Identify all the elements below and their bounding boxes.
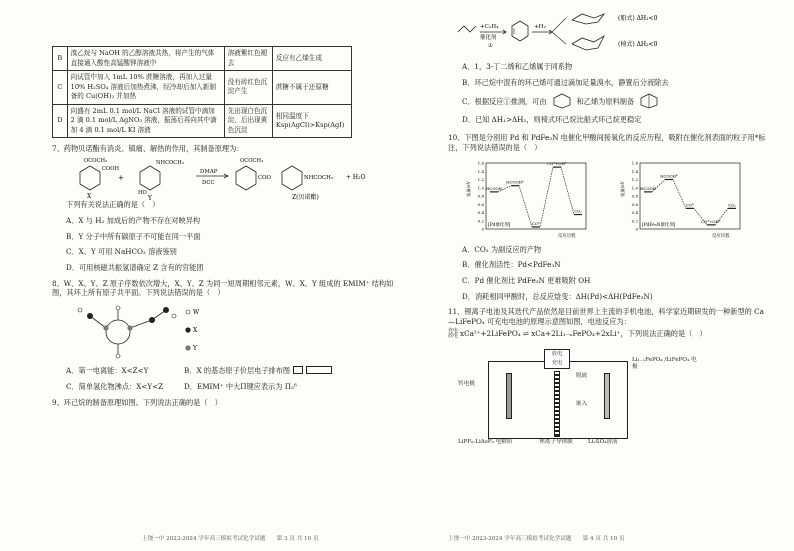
x-group-label: OCOCH₃ [84, 158, 108, 165]
y-tick-label: 0.2 [477, 217, 484, 223]
legend-w: W [193, 309, 200, 317]
operation-cell: 向试管中加入 1mL 10% 蔗糖溶液，再加入过量 10% H₂SO₄ 溶液后加热煮沸，经冷却后加入新制备的 Cu(OH)₂ 并加热 [67, 71, 224, 105]
point-label: HCOOH [640, 185, 656, 191]
point-label: CO*+OH* [547, 160, 567, 166]
footer-left: 上饶一中 2023-2024 学年高三模拟考试化学试题 第 3 页 共 10 页 [142, 536, 319, 542]
x-group-label: COOH [102, 166, 119, 173]
z-ring-2 [282, 166, 302, 190]
chart-legend: [Pd催化剂] [488, 222, 511, 228]
z-label: Z(贝诺酯) [292, 194, 319, 201]
y-axis-label: 能量/eV [620, 180, 625, 197]
x-ring [80, 166, 100, 190]
y-tick-label: 1.2 [477, 176, 484, 182]
operation-cell: 溴乙烷与 NaOH 的乙醇溶液共热，将产生的气体直接通入酸性高锰酸钾溶液中 [67, 47, 224, 71]
point-label: CO₂ [574, 208, 582, 214]
phenomenon-cell: 先出现白色沉淀，后出现黄色沉淀 [224, 104, 272, 138]
right-electrolyte-label: Li₂SO₄溶液 [588, 438, 618, 445]
phenomenon-cell: 溶液紫红色褪去 [224, 47, 272, 71]
cyclohexadiene-icon [551, 93, 573, 109]
emim-structure [70, 300, 210, 362]
q9-option-c [462, 93, 768, 109]
q7-option-c: C．X、Y 可用 NaHCO₃ 溶液鉴别 [66, 247, 177, 257]
lithium-electrode [604, 373, 610, 419]
q10-option-a: A．CO₂ 为副反应的产物 [462, 244, 542, 254]
q9-option-d: D．已知 ΔH₁>ΔH₂，则椅式环己烷比船式环己烷更稳定 [462, 115, 642, 125]
ca-electrode-label: 钙电极 [458, 380, 475, 387]
experiment-table [52, 46, 352, 138]
chair-label: (椅式) ΔH₂<0 [618, 41, 658, 48]
q7-option-d: D．可用核磁共振氢谱确定 Z 含有的官能团 [66, 262, 204, 272]
byproduct-label: + H₂O [346, 174, 366, 182]
table-row [53, 47, 352, 71]
y-tick-label: 0.2 [631, 217, 638, 223]
y-tick-label: 0.8 [477, 193, 484, 199]
row-label: C [53, 71, 68, 105]
y-tick-label: 0.4 [477, 209, 484, 215]
y-tick-label: 1.4 [631, 168, 638, 174]
z-tail-label: NHCOCH₃ [304, 175, 333, 182]
point-label: CO*+OH* [701, 218, 721, 224]
q8-option-a: A．第一电离能：X<Z<Y [66, 366, 149, 376]
footer-right: 上饶一中 2023-2024 学年高三模拟考试化学试题 第 4 页 共 10 页 [448, 536, 625, 542]
reagent-top: DMAP [200, 169, 218, 176]
series-line [490, 167, 582, 227]
chart-legend: [PdFe₃N催化剂] [642, 222, 676, 228]
q8-option-c: C．简单氢化物沸点：X<Y<Z [66, 381, 164, 391]
point-label: CO* [686, 201, 694, 207]
x-label: X [87, 193, 92, 201]
y-tick-label: 1.0 [477, 184, 484, 190]
y-tick-label: 1.0 [631, 184, 638, 190]
q10-option-b: B．催化剂活性：Pd<PdFe₃N [462, 260, 561, 270]
q9-option-b: B．环己烷中混有的环己烯可通过滴加足量溴水，静置后分液除去 [462, 77, 669, 87]
q10-option-c: C．Pd 催化剂比 PdFe₃N 更难吸附 OH [462, 276, 591, 286]
y-tick-label: 1.6 [631, 160, 638, 166]
energy-chart-pdfe3n [620, 159, 744, 239]
q8-option-b: B．X 的基态原子价层电子排布图 [184, 366, 291, 376]
z-group-label: OCOCH₃ [240, 158, 264, 165]
y-tick-label: 0.6 [631, 201, 638, 207]
conclusion-cell: 相同温度下 Ksp(AgCl)>Ksp(AgI) [272, 104, 351, 138]
question-10-stem: 10、下图是分别用 Pd 和 PdFe₃N 电催化甲酸间接氧化的反应历程，吸附在催化剂表面的粒子用*标注，下列说法错误的是（ ） [448, 133, 766, 152]
orbital-box [293, 366, 303, 374]
release-label: 脱嵌 [576, 372, 588, 379]
q7-option-b: B．Y 分子中所有碳原子不可能在同一平面 [66, 231, 201, 241]
catalyst-label: 催化剂 [480, 35, 497, 41]
row-label: B [53, 47, 68, 71]
y-label: Y [148, 195, 152, 201]
q8-options-row-1 [66, 366, 397, 376]
q8-options-row-2 [66, 382, 397, 392]
legend-y: Y [193, 345, 197, 353]
bicyclic-icon [638, 93, 660, 109]
conclusion-cell: 蔗糖不属于还原糖 [272, 71, 351, 105]
calcium-electrode [506, 373, 512, 419]
plot-frame [640, 163, 740, 229]
y-tick-label: 0.6 [477, 201, 484, 207]
legend-x: X [193, 327, 198, 335]
y-group-label: NHCOCH₃ [156, 160, 184, 167]
q7-reaction-scheme [60, 154, 390, 200]
battery-diagram [458, 345, 708, 445]
y-tick-label: 0.4 [631, 209, 638, 215]
li-electrode-label: Li₁₋ₓFePO₄ /LiFePO₄ 电极 [632, 356, 697, 371]
q10-option-d: D．消耗相同甲酸时，总反应焓变：ΔH(Pd)<ΔH(PdFe₃N) [462, 291, 653, 301]
question-9-stem: 9、环己烷的制备原理如图。下列说法正确的是（ ） [52, 397, 222, 407]
conclusion-cell: 反应有乙烯生成 [272, 47, 351, 71]
y-tick-label: 0 [481, 226, 484, 232]
boat-label: (船式) ΔH₁<0 [618, 15, 658, 22]
switch-box: 放电 充电 [544, 349, 570, 369]
point-label: CO₂ [728, 201, 736, 207]
y-tick-label: 1.4 [477, 168, 484, 174]
y-tick-label: 0 [635, 226, 638, 232]
membrane [554, 371, 560, 437]
orbital-box [306, 366, 332, 374]
y-ring [140, 166, 160, 190]
svg-text:+: + [118, 174, 124, 183]
q9-option-a: A．1，3-丁二烯和乙烯属于同系物 [462, 62, 573, 71]
step-label: ① [488, 43, 493, 49]
q9-option-c-text: C．根据反应①推测，可由 [462, 96, 547, 106]
reagent-label: +C₂H₄ [480, 24, 499, 30]
y-tick-label: 1.6 [477, 160, 484, 166]
x-axis-label: 反应历程 [558, 233, 576, 239]
q10-charts [466, 159, 768, 239]
table-row [53, 71, 352, 105]
reagent-bottom: DCC [202, 180, 215, 187]
y-oh-label: HO [138, 190, 147, 197]
insert-label: 嵌入 [576, 400, 588, 407]
question-8-stem: 8、W、X、Y、Z 原子序数依次增大，X、Y、Z 为同一短周期相邻元素，W、X、Y 组成的 EMIM⁺ 结构如图，其环上所有原子共平面。下列说法错误的是（ ） [52, 278, 394, 298]
h2-label: +H₂ [534, 24, 546, 30]
plot-frame [486, 160, 586, 229]
left-page [52, 0, 397, 551]
z-ring-1 [236, 166, 256, 190]
q7-prompt: 下列有关说法正确的是（ ） [66, 200, 160, 210]
phenomenon-cell: 没有砖红色沉淀产生 [224, 71, 272, 105]
point-label: HCOOH [486, 185, 502, 191]
q9-option-c-tail: 和乙烯为原料制备 [576, 96, 635, 106]
table-row [53, 104, 352, 138]
question-11-stem: 11、锂离子电池及其迭代产品依然是目前世界上主流的手机电池，科学家近期研发的一种新型的 Ca—LiFePO₄ 可充电电池的原理示意图如图，电池反应为： [448, 307, 764, 327]
svg-text:COO: COO [258, 175, 271, 182]
cyclohexane-scheme [448, 6, 768, 56]
y-tick-label: 0.8 [631, 193, 638, 199]
point-label: HCOOH* [506, 179, 524, 185]
left-electrolyte-label: LiPF₆-LiAsF₆ 电解质 [458, 438, 513, 445]
q7-option-a: A．X 与 H₂ 加成后的产物不存在对映异构 [66, 215, 201, 225]
q11-equation: xCa²⁺+2LiFePO₄ ⇌ xCa+2Li₁₋ₓFePO₄+2xLi⁺，下列说法正确的是（ ） [460, 329, 707, 339]
y-tick-label: 1.2 [631, 176, 638, 182]
right-page [448, 0, 768, 551]
question-7-stem: 7、药物贝诺酯有消炎、镇痛、解热的作用，其制备原理为： [52, 144, 244, 154]
membrane-label: 锂离子导体膜 [539, 438, 573, 445]
row-label: D [53, 104, 68, 138]
q8-option-d: D．EMIM⁺ 中大Π键应表示为 Π₅⁶ [184, 381, 297, 391]
y-axis-label: 能量/eV [466, 180, 471, 197]
operation-cell: 向盛有 2mL 0.1 mol/L NaCl 溶液的试管中滴加 2 滴 0.1 mol/L AgNO₃ 溶液，振荡后再向其中滴加 4 滴 0.1 mol/L KI 溶液 [67, 104, 224, 138]
x-axis-label: 反应历程 [712, 233, 730, 239]
point-label: CO* [532, 220, 540, 226]
point-label: HCOOH* [660, 173, 678, 179]
energy-chart-pd [466, 159, 590, 239]
arrow-label: 充电 放电 [448, 327, 459, 339]
q11-equation-row [448, 329, 768, 339]
